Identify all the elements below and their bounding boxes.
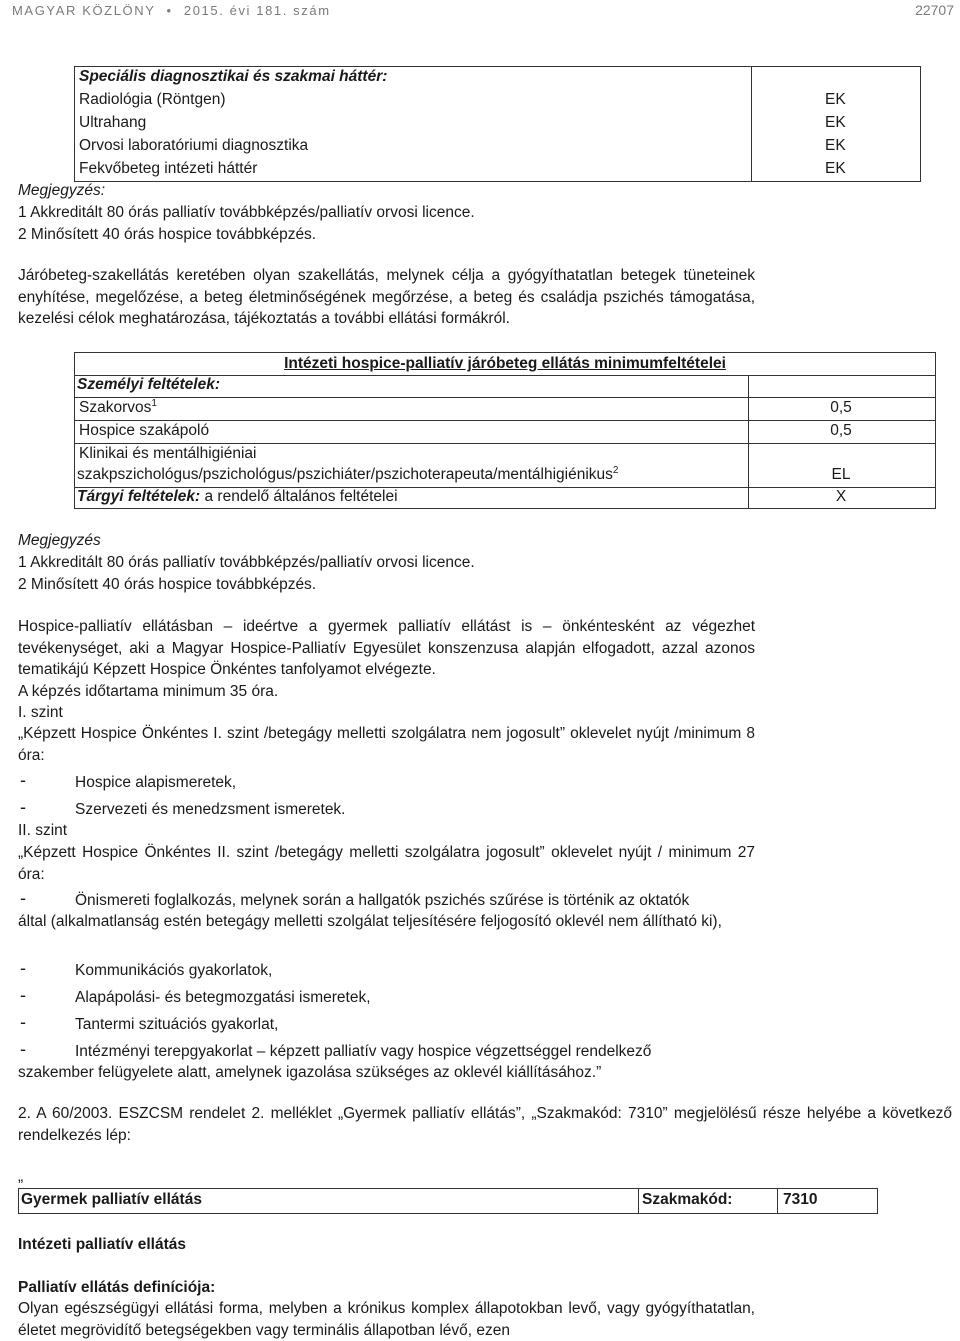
table-row-label (77, 466, 618, 484)
specialty-code: 7310 (783, 1191, 818, 1208)
section-heading: Intézeti palliatív ellátás (18, 1236, 186, 1253)
table-row-value: EK (825, 114, 846, 131)
table-row-label: Fekvőbeteg intézeti háttér (79, 160, 258, 177)
list-item-continuation: által (alkalmatlanság estén betegágy melletti szolgálat teljesítésére feljogosító oklevél nem állítható ki), (18, 913, 722, 930)
page-number: 22707 (915, 2, 954, 18)
volunteer-paragraph: Hospice-palliatív ellátásban – ideértve a gyermek palliatív ellátást is – önkéntesként az végezhet tevékenységet, aki a Magyar Hospice-Palliatív Egyesület konszenzusa alapján elfogadott, azzal azonos tematikájú Képzett Hospice Önkéntes tanfolyamot elvégezte. (18, 618, 755, 678)
personal-requirements-heading: Személyi feltételek: (77, 376, 221, 393)
specialty-code-table (18, 1188, 878, 1214)
note-label: Megjegyzés: (18, 182, 106, 199)
table-divider (638, 1189, 639, 1213)
footnote-marker: 1 (151, 398, 157, 409)
footnote-marker: 2 (612, 465, 619, 476)
bullet-dash: - (20, 958, 26, 978)
level-title: II. szint (18, 822, 68, 839)
table-title: Intézeti hospice-palliatív járóbeteg ellátás minimumfeltételei (284, 355, 726, 372)
table-row-value: 0,5 (830, 422, 852, 439)
header-bullet: • (166, 3, 173, 18)
note-label: Megjegyzés (18, 532, 101, 549)
issue-label: 2015. évi 181. szám (183, 3, 331, 18)
table-divider (751, 67, 752, 181)
specialty-code-label: Szakmakód: (642, 1191, 733, 1208)
table-row-label: Hospice szakápoló (79, 422, 210, 439)
material-requirements-heading: Tárgyi feltételek: (77, 488, 201, 505)
table-row-value: EK (825, 91, 846, 108)
note-line: 2 Minősített 40 órás hospice továbbképzés. (18, 226, 317, 243)
diagnostic-background-table (74, 66, 921, 182)
list-item: Önismereti foglalkozás, melynek során a hallgatók pszichés szűrése is történik az oktatók (75, 892, 690, 909)
table-rule (75, 397, 935, 398)
table-row-value: EK (825, 160, 846, 177)
running-header (12, 3, 331, 18)
material-requirements-row (77, 488, 398, 506)
bullet-dash: - (20, 1012, 26, 1032)
list-item: Kommunikációs gyakorlatok, (75, 962, 273, 979)
level-description: „Képzett Hospice Önkéntes II. szint /betegágy melletti szolgálatra jogosult” oklevelet nyújt / minimum 27 óra: (18, 844, 755, 883)
bullet-dash: - (20, 797, 26, 817)
minimum-requirements-table (74, 352, 936, 509)
table-row-label: Orvosi laboratóriumi diagnosztika (79, 137, 309, 154)
level-title: I. szint (18, 704, 63, 721)
table-row-label: Ultrahang (79, 114, 147, 131)
opening-quote: „ (18, 1168, 24, 1185)
list-item: Alapápolási- és betegmozgatási ismeretek, (75, 989, 371, 1006)
list-item: Intézményi terepgyakorlat – képzett palliatív vagy hospice végzettséggel rendelkező (75, 1043, 652, 1060)
table-divider (748, 375, 749, 508)
list-item: Szervezeti és menedzsment ismeretek. (75, 801, 346, 818)
bullet-dash: - (20, 985, 26, 1005)
list-item: Hospice alapismeretek, (75, 774, 237, 791)
table-row-value: 0,5 (830, 399, 852, 416)
list-item: Tantermi szituációs gyakorlat, (75, 1016, 279, 1033)
note-line: 1 Akkreditált 80 órás palliatív továbbképzés/palliatív orvosi licence. (18, 554, 475, 571)
list-item-continuation: szakember felügyelete alatt, amelynek igazolása szükséges az oklevél kiállításához.” (18, 1064, 602, 1081)
table-divider (777, 1189, 778, 1213)
bullet-dash: - (20, 888, 26, 908)
table-row-label (79, 399, 157, 417)
psychologist-label: szakpszichológus/pszichológus/pszichiáter/pszichoterapeuta/mentálhigiénikus (77, 466, 613, 483)
level-description: „Képzett Hospice Önkéntes I. szint /betegágy melletti szolgálatra nem jogosult” oklevelet nyújt /minimum 8 óra: (18, 725, 755, 764)
note-line: 2 Minősített 40 órás hospice továbbképzés. (18, 576, 317, 593)
training-duration: A képzés időtartama minimum 35 óra. (18, 683, 279, 700)
table-row-value: EL (831, 466, 851, 483)
table-row-label: Radiológia (Röntgen) (79, 91, 226, 108)
table-row-value: EK (825, 137, 846, 154)
note-line: 1 Akkreditált 80 órás palliatív továbbképzés/palliatív orvosi licence. (18, 204, 475, 221)
table-row-value: X (835, 488, 847, 505)
definition-heading: Palliatív ellátás definíciója: (18, 1279, 216, 1296)
definition-text: Olyan egészségügyi ellátási forma, melyben a krónikus komplex állapotokban levő, vagy gyógyíthatatlan, életet megrövidítő betegségekben vagy terminális állapotban lévő, ezen (18, 1300, 755, 1339)
table-rule (75, 443, 935, 444)
journal-title: MAGYAR KÖZLÖNY (12, 3, 156, 18)
bullet-dash: - (20, 770, 26, 790)
table-heading: Speciális diagnosztikai és szakmai háttér: (79, 68, 388, 85)
amendment-paragraph: 2. A 60/2003. ESZCSM rendelet 2. melléklet „Gyermek palliatív ellátás”, „Szakmakód: 7310” megjelölésű része helyébe a következő rendelkezés lép: (18, 1105, 952, 1144)
table-rule (75, 420, 935, 421)
material-requirements-text: a rendelő általános feltételei (200, 488, 398, 505)
specialty-name: Gyermek palliatív ellátás (21, 1191, 202, 1208)
outpatient-paragraph: Járóbeteg-szakellátás keretében olyan szakellátás, melynek célja a gyógyíthatatlan betegek tüneteinek enyhítése, megelőzése, a beteg életminőségének megőrzése, a beteg és családja pszichés támogatása, kezelési célok meghatározása, tájékoztatás a további ellátási formákról. (18, 267, 755, 327)
bullet-dash: - (20, 1039, 26, 1059)
table-row-label: Klinikai és mentálhigiéniai (79, 445, 257, 462)
specialist-label: Szakorvos (79, 399, 152, 416)
